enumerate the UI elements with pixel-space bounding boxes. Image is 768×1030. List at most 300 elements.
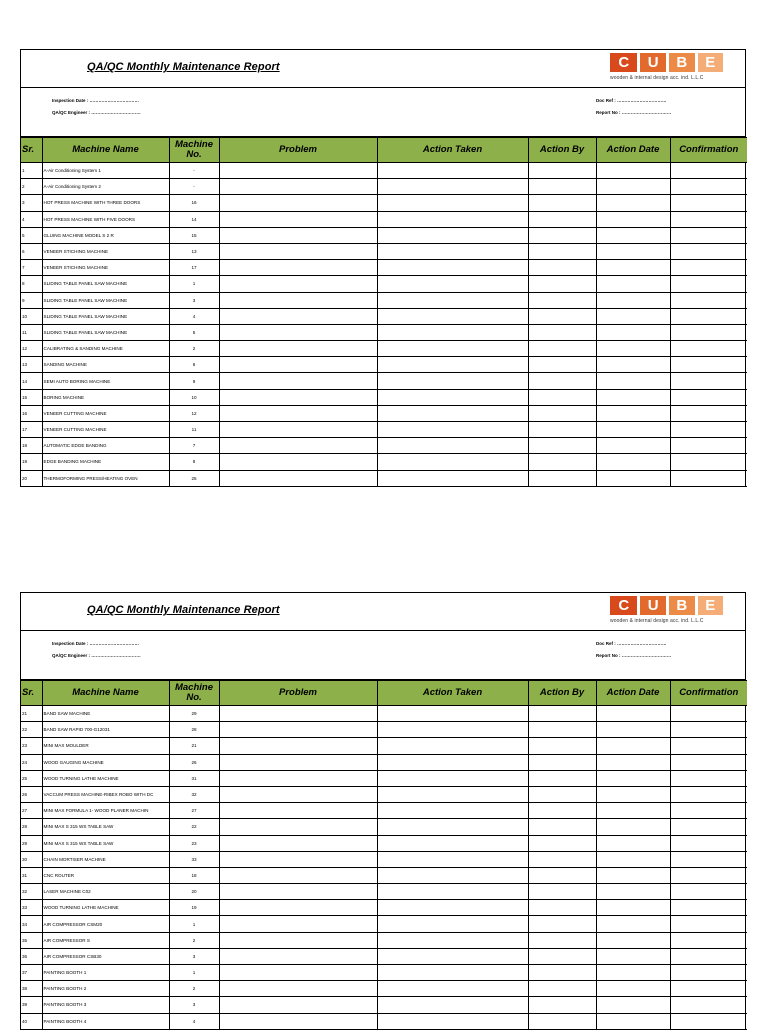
cell-confirmation[interactable] bbox=[670, 260, 747, 276]
cell-confirmation[interactable] bbox=[670, 341, 747, 357]
cell-machine-name: VACCUM PRESS MACHINE-RIBEX ROBO WITH DC bbox=[42, 786, 169, 802]
cell-problem[interactable] bbox=[219, 389, 377, 405]
table-row bbox=[21, 706, 747, 722]
col-confirmation: Confirmation bbox=[670, 138, 747, 163]
cell-action-date[interactable] bbox=[596, 851, 670, 867]
cell-action-by[interactable] bbox=[528, 470, 596, 486]
cell-action-date[interactable] bbox=[596, 770, 670, 786]
cell-action-taken[interactable] bbox=[377, 803, 528, 819]
cell-action-date[interactable] bbox=[596, 179, 670, 195]
cell-action-taken[interactable] bbox=[377, 422, 528, 438]
cell-action-date[interactable] bbox=[596, 276, 670, 292]
cell-action-by[interactable] bbox=[528, 706, 596, 722]
cell-confirmation[interactable] bbox=[670, 227, 747, 243]
cell-confirmation[interactable] bbox=[670, 722, 747, 738]
cell-action-date[interactable] bbox=[596, 932, 670, 948]
cell-machine-no: 16 bbox=[169, 195, 219, 211]
cell-problem[interactable] bbox=[219, 754, 377, 770]
cell-action-taken[interactable] bbox=[377, 835, 528, 851]
table-row bbox=[21, 948, 747, 964]
cell-sr: 38 bbox=[21, 981, 42, 997]
table-row bbox=[21, 373, 747, 389]
cell-action-by[interactable] bbox=[528, 948, 596, 964]
col-action-date: Action Date bbox=[596, 138, 670, 163]
cell-problem[interactable] bbox=[219, 770, 377, 786]
cell-problem[interactable] bbox=[219, 405, 377, 421]
cell-problem[interactable] bbox=[219, 422, 377, 438]
cell-problem[interactable] bbox=[219, 243, 377, 259]
cell-action-date[interactable] bbox=[596, 803, 670, 819]
cell-action-taken[interactable] bbox=[377, 900, 528, 916]
cell-machine-no: 18 bbox=[169, 867, 219, 883]
cell-action-by[interactable] bbox=[528, 324, 596, 340]
cell-machine-name: BORING MACHINE bbox=[42, 389, 169, 405]
cell-action-taken[interactable] bbox=[377, 1013, 528, 1029]
cell-problem[interactable] bbox=[219, 357, 377, 373]
cell-confirmation[interactable] bbox=[670, 916, 747, 932]
cell-action-by[interactable] bbox=[528, 422, 596, 438]
cell-machine-name: PAINTING BOOTH 4 bbox=[42, 1013, 169, 1029]
col-machine-name: Machine Name bbox=[42, 681, 169, 706]
cell-problem[interactable] bbox=[219, 722, 377, 738]
cell-confirmation[interactable] bbox=[670, 706, 747, 722]
cell-sr: 20 bbox=[21, 470, 42, 486]
col-action-taken: Action Taken bbox=[377, 681, 528, 706]
table-row bbox=[21, 227, 747, 243]
cell-machine-name: SEMI AUTO BORING MACHINE bbox=[42, 373, 169, 389]
cell-sr: 33 bbox=[21, 900, 42, 916]
cell-action-taken[interactable] bbox=[377, 965, 528, 981]
cell-action-taken[interactable] bbox=[377, 722, 528, 738]
cell-machine-name: VENEER STICHING MACHINE bbox=[42, 260, 169, 276]
table-header-row bbox=[21, 681, 747, 706]
logo-tagline: wooden & internal design acc. ind. L.L.C bbox=[610, 618, 704, 624]
cell-problem[interactable] bbox=[219, 1013, 377, 1029]
cell-sr: 3 bbox=[21, 195, 42, 211]
report-header bbox=[21, 593, 745, 631]
cell-machine-name: AIR COMPRESSOR S bbox=[42, 932, 169, 948]
col-action-taken: Action Taken bbox=[377, 138, 528, 163]
cell-machine-no: 2 bbox=[169, 932, 219, 948]
cell-confirmation[interactable] bbox=[670, 470, 747, 486]
cell-action-date[interactable] bbox=[596, 722, 670, 738]
cell-sr: 18 bbox=[21, 438, 42, 454]
table-row bbox=[21, 867, 747, 883]
cell-machine-name: WOOD TURNING LATHE MACHINE bbox=[42, 770, 169, 786]
cell-confirmation[interactable] bbox=[670, 803, 747, 819]
cell-action-by[interactable] bbox=[528, 163, 596, 179]
company-logo bbox=[610, 596, 723, 626]
cell-machine-no: - bbox=[169, 179, 219, 195]
cell-machine-name: SLIDING TABLE PANEL SAW MACHINE bbox=[42, 292, 169, 308]
cell-confirmation[interactable] bbox=[670, 900, 747, 916]
cell-action-taken[interactable] bbox=[377, 997, 528, 1013]
cell-action-by[interactable] bbox=[528, 786, 596, 802]
col-machine-name: Machine Name bbox=[42, 138, 169, 163]
table-header-row bbox=[21, 138, 747, 163]
cell-sr: 11 bbox=[21, 324, 42, 340]
col-sr: Sr. bbox=[21, 681, 42, 706]
cell-problem[interactable] bbox=[219, 819, 377, 835]
cell-action-by[interactable] bbox=[528, 195, 596, 211]
cell-sr: 8 bbox=[21, 276, 42, 292]
cell-machine-no: 6 bbox=[169, 357, 219, 373]
cell-action-taken[interactable] bbox=[377, 916, 528, 932]
cell-action-by[interactable] bbox=[528, 373, 596, 389]
cell-action-date[interactable] bbox=[596, 819, 670, 835]
cell-action-date[interactable] bbox=[596, 965, 670, 981]
cell-action-date[interactable] bbox=[596, 163, 670, 179]
cell-confirmation[interactable] bbox=[670, 851, 747, 867]
cell-machine-no: 4 bbox=[169, 308, 219, 324]
table-row bbox=[21, 932, 747, 948]
cell-problem[interactable] bbox=[219, 867, 377, 883]
cell-problem[interactable] bbox=[219, 324, 377, 340]
report-no-field: Report No : …………………………… bbox=[596, 653, 672, 658]
cell-action-taken[interactable] bbox=[377, 211, 528, 227]
cell-action-taken[interactable] bbox=[377, 292, 528, 308]
cell-confirmation[interactable] bbox=[670, 405, 747, 421]
cell-action-taken[interactable] bbox=[377, 867, 528, 883]
cell-confirmation[interactable] bbox=[670, 786, 747, 802]
cell-action-date[interactable] bbox=[596, 308, 670, 324]
cell-problem[interactable] bbox=[219, 965, 377, 981]
cell-problem[interactable] bbox=[219, 227, 377, 243]
cell-action-by[interactable] bbox=[528, 819, 596, 835]
cell-action-taken[interactable] bbox=[377, 324, 528, 340]
cell-action-date[interactable] bbox=[596, 195, 670, 211]
cell-action-by[interactable] bbox=[528, 357, 596, 373]
report-info bbox=[21, 88, 745, 137]
cell-machine-name: VENEER CUTTING MACHINE bbox=[42, 405, 169, 421]
cell-confirmation[interactable] bbox=[670, 243, 747, 259]
cell-confirmation[interactable] bbox=[670, 438, 747, 454]
cell-action-date[interactable] bbox=[596, 754, 670, 770]
report-header bbox=[21, 50, 745, 88]
cell-confirmation[interactable] bbox=[670, 179, 747, 195]
cell-confirmation[interactable] bbox=[670, 738, 747, 754]
cell-machine-no: 8 bbox=[169, 454, 219, 470]
cell-confirmation[interactable] bbox=[670, 195, 747, 211]
cell-action-taken[interactable] bbox=[377, 948, 528, 964]
cell-action-by[interactable] bbox=[528, 803, 596, 819]
cell-action-by[interactable] bbox=[528, 389, 596, 405]
cell-problem[interactable] bbox=[219, 438, 377, 454]
cell-action-taken[interactable] bbox=[377, 754, 528, 770]
cell-action-date[interactable] bbox=[596, 454, 670, 470]
cell-action-date[interactable] bbox=[596, 405, 670, 421]
cell-sr: 13 bbox=[21, 357, 42, 373]
cell-problem[interactable] bbox=[219, 948, 377, 964]
cell-action-by[interactable] bbox=[528, 454, 596, 470]
cell-action-taken[interactable] bbox=[377, 341, 528, 357]
cell-machine-name: CNC ROUTER bbox=[42, 867, 169, 883]
cell-action-date[interactable] bbox=[596, 786, 670, 802]
cell-problem[interactable] bbox=[219, 738, 377, 754]
cell-confirmation[interactable] bbox=[670, 981, 747, 997]
report-title: QA/QC Monthly Maintenance Report bbox=[87, 604, 280, 616]
cell-action-date[interactable] bbox=[596, 916, 670, 932]
cell-confirmation[interactable] bbox=[670, 389, 747, 405]
cell-problem[interactable] bbox=[219, 884, 377, 900]
cell-confirmation[interactable] bbox=[670, 997, 747, 1013]
cell-action-date[interactable] bbox=[596, 738, 670, 754]
table-row bbox=[21, 179, 747, 195]
cell-machine-no: 2 bbox=[169, 341, 219, 357]
cell-action-date[interactable] bbox=[596, 884, 670, 900]
table-row bbox=[21, 389, 747, 405]
cell-problem[interactable] bbox=[219, 851, 377, 867]
cell-problem[interactable] bbox=[219, 308, 377, 324]
cell-confirmation[interactable] bbox=[670, 932, 747, 948]
cell-action-taken[interactable] bbox=[377, 163, 528, 179]
cell-confirmation[interactable] bbox=[670, 373, 747, 389]
cell-action-by[interactable] bbox=[528, 341, 596, 357]
cell-action-date[interactable] bbox=[596, 438, 670, 454]
cell-confirmation[interactable] bbox=[670, 422, 747, 438]
table-row bbox=[21, 341, 747, 357]
cell-action-date[interactable] bbox=[596, 389, 670, 405]
table-row bbox=[21, 292, 747, 308]
cell-action-taken[interactable] bbox=[377, 260, 528, 276]
cell-action-by[interactable] bbox=[528, 405, 596, 421]
cell-action-by[interactable] bbox=[528, 438, 596, 454]
cell-action-by[interactable] bbox=[528, 308, 596, 324]
cell-problem[interactable] bbox=[219, 211, 377, 227]
cell-machine-name: MINI MAX S 315 WS TABLE SAW bbox=[42, 819, 169, 835]
cell-action-by[interactable] bbox=[528, 981, 596, 997]
cell-action-by[interactable] bbox=[528, 276, 596, 292]
cell-problem[interactable] bbox=[219, 292, 377, 308]
cell-machine-name: WOOD GAUGING MACHINE bbox=[42, 754, 169, 770]
cell-action-by[interactable] bbox=[528, 770, 596, 786]
cell-machine-no: 25 bbox=[169, 470, 219, 486]
cell-problem[interactable] bbox=[219, 195, 377, 211]
cell-machine-name: SLIDING TABLE PANEL SAW MACHINE bbox=[42, 324, 169, 340]
cell-action-taken[interactable] bbox=[377, 243, 528, 259]
cell-action-taken[interactable] bbox=[377, 819, 528, 835]
cell-machine-no: 2 bbox=[169, 981, 219, 997]
cell-machine-name: VENEER CUTTING MACHINE bbox=[42, 422, 169, 438]
doc-ref-field: Doc Ref : …………………………… bbox=[596, 641, 667, 646]
cell-action-taken[interactable] bbox=[377, 786, 528, 802]
cell-action-by[interactable] bbox=[528, 722, 596, 738]
cell-problem[interactable] bbox=[219, 470, 377, 486]
cell-confirmation[interactable] bbox=[670, 308, 747, 324]
cell-action-taken[interactable] bbox=[377, 373, 528, 389]
cell-action-date[interactable] bbox=[596, 373, 670, 389]
cell-confirmation[interactable] bbox=[670, 884, 747, 900]
table-row bbox=[21, 195, 747, 211]
cell-sr: 12 bbox=[21, 341, 42, 357]
cell-action-by[interactable] bbox=[528, 227, 596, 243]
report-info bbox=[21, 631, 745, 680]
cell-action-date[interactable] bbox=[596, 706, 670, 722]
cell-sr: 23 bbox=[21, 738, 42, 754]
cell-confirmation[interactable] bbox=[670, 454, 747, 470]
cell-action-taken[interactable] bbox=[377, 227, 528, 243]
cell-confirmation[interactable] bbox=[670, 276, 747, 292]
cell-problem[interactable] bbox=[219, 341, 377, 357]
cell-confirmation[interactable] bbox=[670, 867, 747, 883]
table-row bbox=[21, 308, 747, 324]
cell-action-taken[interactable] bbox=[377, 706, 528, 722]
cell-action-taken[interactable] bbox=[377, 276, 528, 292]
cell-action-taken[interactable] bbox=[377, 405, 528, 421]
cell-confirmation[interactable] bbox=[670, 163, 747, 179]
cell-confirmation[interactable] bbox=[670, 965, 747, 981]
cell-confirmation[interactable] bbox=[670, 770, 747, 786]
cell-confirmation[interactable] bbox=[670, 948, 747, 964]
logo-letter-b: B bbox=[669, 53, 695, 72]
cell-action-taken[interactable] bbox=[377, 179, 528, 195]
cell-action-by[interactable] bbox=[528, 851, 596, 867]
cell-action-date[interactable] bbox=[596, 867, 670, 883]
cell-sr: 4 bbox=[21, 211, 42, 227]
cell-problem[interactable] bbox=[219, 786, 377, 802]
cell-problem[interactable] bbox=[219, 276, 377, 292]
cell-problem[interactable] bbox=[219, 260, 377, 276]
cell-confirmation[interactable] bbox=[670, 1013, 747, 1029]
cell-problem[interactable] bbox=[219, 932, 377, 948]
cell-confirmation[interactable] bbox=[670, 835, 747, 851]
cell-machine-name: WOOD TURNING LATHE MACHINE bbox=[42, 900, 169, 916]
cell-machine-no: 3 bbox=[169, 292, 219, 308]
cell-action-date[interactable] bbox=[596, 981, 670, 997]
table-row bbox=[21, 211, 747, 227]
cell-action-taken[interactable] bbox=[377, 738, 528, 754]
cell-action-date[interactable] bbox=[596, 357, 670, 373]
table-body bbox=[21, 706, 747, 1030]
cell-action-date[interactable] bbox=[596, 422, 670, 438]
cell-action-date[interactable] bbox=[596, 227, 670, 243]
cell-action-by[interactable] bbox=[528, 932, 596, 948]
cell-action-by[interactable] bbox=[528, 867, 596, 883]
cell-problem[interactable] bbox=[219, 179, 377, 195]
cell-action-date[interactable] bbox=[596, 260, 670, 276]
cell-machine-name: LASER MACHINE C02 bbox=[42, 884, 169, 900]
cell-problem[interactable] bbox=[219, 835, 377, 851]
cell-action-taken[interactable] bbox=[377, 932, 528, 948]
cell-problem[interactable] bbox=[219, 163, 377, 179]
cell-action-taken[interactable] bbox=[377, 389, 528, 405]
cell-action-taken[interactable] bbox=[377, 195, 528, 211]
cell-action-taken[interactable] bbox=[377, 357, 528, 373]
table-row bbox=[21, 786, 747, 802]
cell-action-taken[interactable] bbox=[377, 470, 528, 486]
cell-machine-name: BAND SAW MACHINE bbox=[42, 706, 169, 722]
cell-problem[interactable] bbox=[219, 706, 377, 722]
cell-sr: 5 bbox=[21, 227, 42, 243]
cell-sr: 2 bbox=[21, 179, 42, 195]
cell-machine-no: 4 bbox=[169, 1013, 219, 1029]
cell-problem[interactable] bbox=[219, 803, 377, 819]
cell-machine-name: PAINTING BOOTH 1 bbox=[42, 965, 169, 981]
cell-machine-no: 3 bbox=[169, 948, 219, 964]
cell-problem[interactable] bbox=[219, 373, 377, 389]
cell-problem[interactable] bbox=[219, 454, 377, 470]
table-row bbox=[21, 916, 747, 932]
cell-machine-name: AIR COMPRESSOR CSM20 bbox=[42, 916, 169, 932]
cell-sr: 36 bbox=[21, 948, 42, 964]
cell-action-by[interactable] bbox=[528, 243, 596, 259]
cell-sr: 19 bbox=[21, 454, 42, 470]
cell-action-taken[interactable] bbox=[377, 981, 528, 997]
cell-problem[interactable] bbox=[219, 916, 377, 932]
cell-action-date[interactable] bbox=[596, 997, 670, 1013]
cell-action-date[interactable] bbox=[596, 948, 670, 964]
cell-action-by[interactable] bbox=[528, 900, 596, 916]
cell-machine-name: SLIDING TABLE PANEL SAW MACHINE bbox=[42, 308, 169, 324]
table-row bbox=[21, 357, 747, 373]
cell-confirmation[interactable] bbox=[670, 754, 747, 770]
cell-problem[interactable] bbox=[219, 997, 377, 1013]
inspection-date-field: Inspection Date : …………………………… bbox=[52, 98, 140, 103]
cell-action-by[interactable] bbox=[528, 260, 596, 276]
cell-action-by[interactable] bbox=[528, 965, 596, 981]
cell-machine-name: AUTOMATIC EDGE BANDING bbox=[42, 438, 169, 454]
cell-action-by[interactable] bbox=[528, 884, 596, 900]
cell-action-by[interactable] bbox=[528, 211, 596, 227]
cell-confirmation[interactable] bbox=[670, 211, 747, 227]
table-body bbox=[21, 163, 747, 487]
cell-action-date[interactable] bbox=[596, 1013, 670, 1029]
cell-sr: 39 bbox=[21, 997, 42, 1013]
table-row bbox=[21, 738, 747, 754]
table-row bbox=[21, 405, 747, 421]
cell-action-by[interactable] bbox=[528, 754, 596, 770]
col-problem: Problem bbox=[219, 138, 377, 163]
cell-action-by[interactable] bbox=[528, 1013, 596, 1029]
cell-machine-no: 3 bbox=[169, 997, 219, 1013]
col-sr: Sr. bbox=[21, 138, 42, 163]
cell-action-taken[interactable] bbox=[377, 770, 528, 786]
cell-sr: 32 bbox=[21, 884, 42, 900]
cell-action-date[interactable] bbox=[596, 324, 670, 340]
cell-action-taken[interactable] bbox=[377, 308, 528, 324]
cell-action-by[interactable] bbox=[528, 835, 596, 851]
cell-action-date[interactable] bbox=[596, 211, 670, 227]
col-action-by: Action By bbox=[528, 681, 596, 706]
cell-action-date[interactable] bbox=[596, 835, 670, 851]
cell-sr: 35 bbox=[21, 932, 42, 948]
cell-action-by[interactable] bbox=[528, 179, 596, 195]
cell-confirmation[interactable] bbox=[670, 292, 747, 308]
cell-action-date[interactable] bbox=[596, 292, 670, 308]
cell-action-by[interactable] bbox=[528, 997, 596, 1013]
cell-action-taken[interactable] bbox=[377, 851, 528, 867]
logo-tagline: wooden & internal design acc. ind. L.L.C bbox=[610, 75, 704, 81]
cell-action-by[interactable] bbox=[528, 292, 596, 308]
cell-problem[interactable] bbox=[219, 981, 377, 997]
report-sheet-2 bbox=[20, 592, 746, 1030]
cell-action-date[interactable] bbox=[596, 900, 670, 916]
cell-action-by[interactable] bbox=[528, 916, 596, 932]
cell-action-date[interactable] bbox=[596, 243, 670, 259]
cell-confirmation[interactable] bbox=[670, 819, 747, 835]
cell-action-taken[interactable] bbox=[377, 454, 528, 470]
cell-confirmation[interactable] bbox=[670, 357, 747, 373]
cell-action-taken[interactable] bbox=[377, 438, 528, 454]
cell-action-date[interactable] bbox=[596, 470, 670, 486]
cell-action-taken[interactable] bbox=[377, 884, 528, 900]
cell-confirmation[interactable] bbox=[670, 324, 747, 340]
cell-problem[interactable] bbox=[219, 900, 377, 916]
table-row bbox=[21, 965, 747, 981]
table-row bbox=[21, 260, 747, 276]
cell-action-by[interactable] bbox=[528, 738, 596, 754]
cell-action-date[interactable] bbox=[596, 341, 670, 357]
